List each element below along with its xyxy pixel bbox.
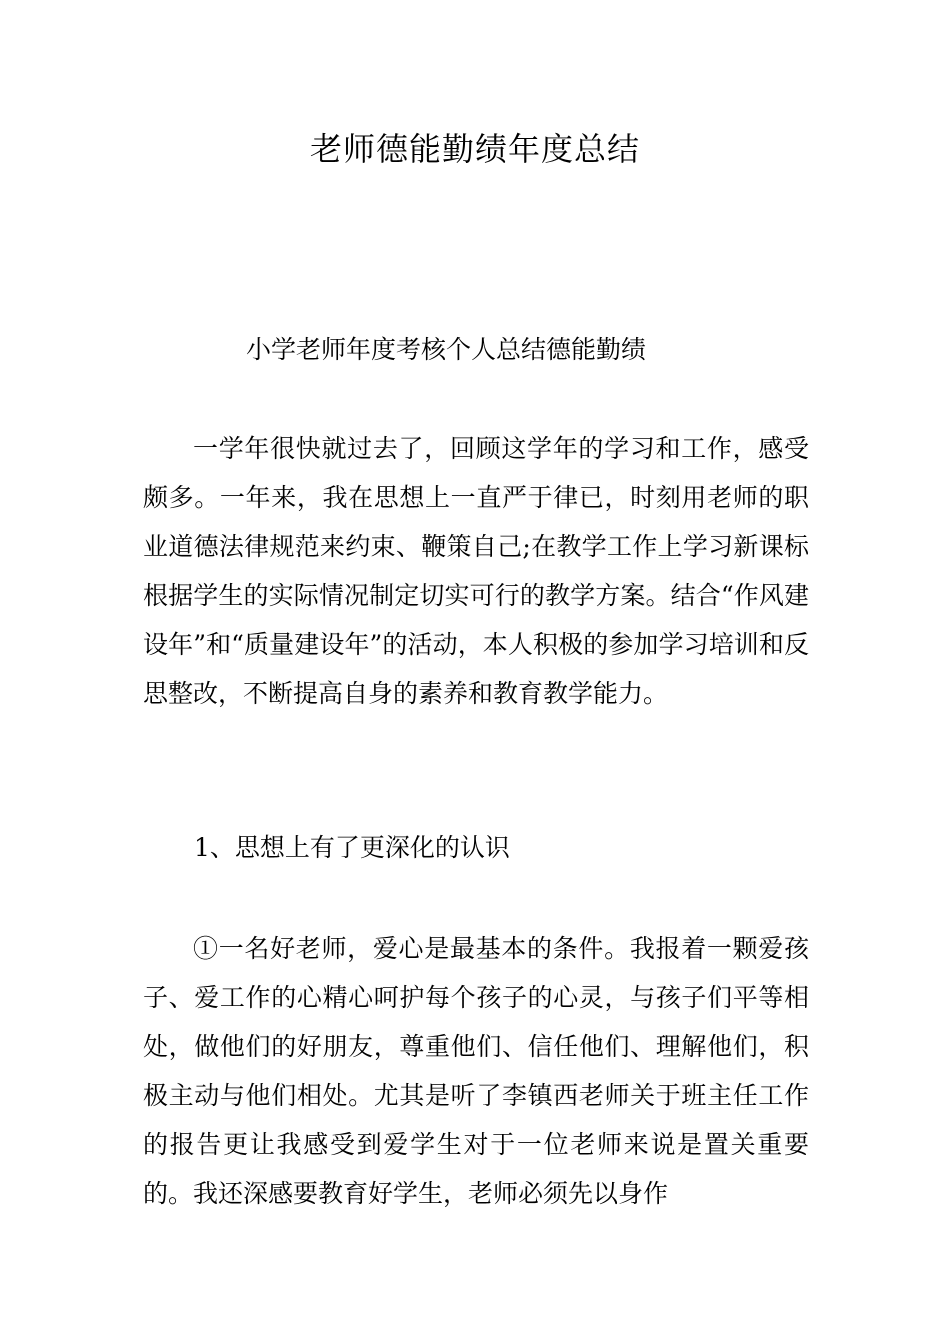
point-paragraph: ①一名好老师，爱心是最基本的条件。我报着一颗爱孩子、爱工作的心精心呵护每个孩子的心灵，与孩子们平等相处，做他们的好朋友，尊重他们、信任他们、理解他们，积极主动与他们相处。尤其是听了李镇西老师关于班主任工作的报告更让我感受到爱学生对于一位老师来说是置关重要的。我还深感要教育好学生，老师必须先以身作 <box>143 934 809 1208</box>
document-subtitle: 小学老师年度考核个人总结德能勤绩 <box>246 335 647 364</box>
intro-paragraph: 一学年很快就过去了，回顾这学年的学习和工作，感受颇多。一年来，我在思想上一直严于律已，时刻用老师的职业道德法律规范来约束、鞭策自己;在教学工作上学习新课标根据学生的实际情况制定切实可行的教学方案。结合“作风建设年”和“质量建设年”的活动，本人积极的参加学习培训和反思整改，不断提高自身的素养和教育教学能力。 <box>143 434 809 708</box>
section-heading: 1、思想上有了更深化的认识 <box>194 833 510 862</box>
document-title: 老师德能勤绩年度总结 <box>309 130 640 168</box>
